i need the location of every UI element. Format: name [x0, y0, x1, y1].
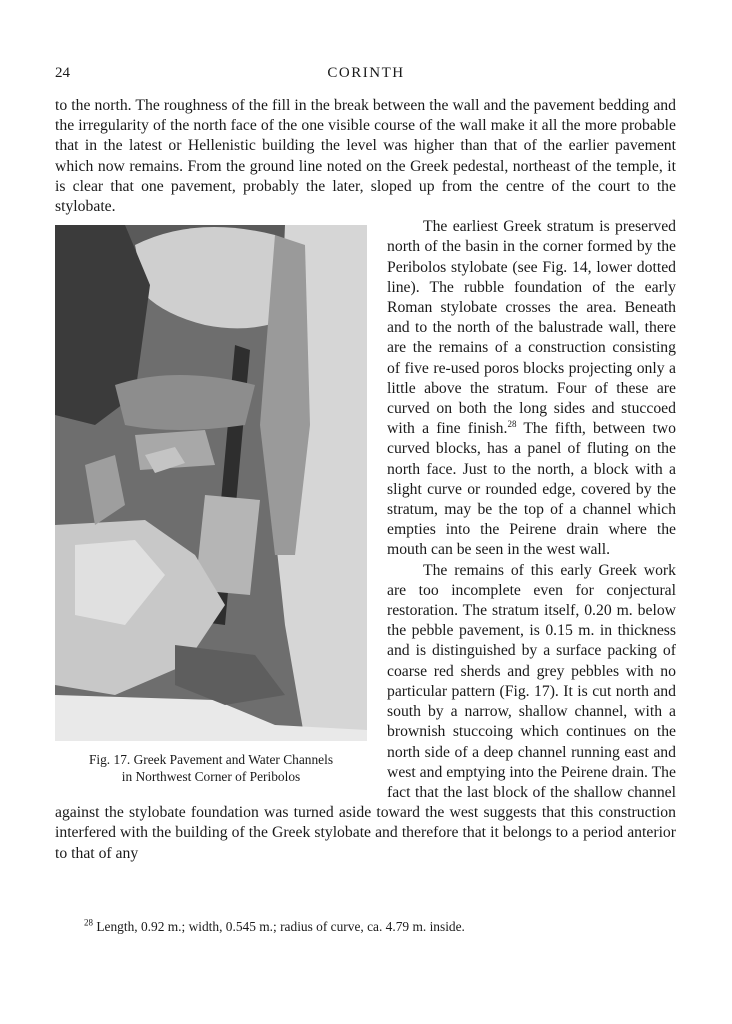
- footnote-number: 28: [84, 917, 93, 928]
- body-text: [55, 96, 676, 864]
- footnote-text: Length, 0.92 m.; width, 0.545 m.; radius of curve, ca. 4.79 m. inside.: [93, 919, 465, 934]
- paragraph-2-text-a: The earliest Greek stratum is preserved north of the basin in the corner formed by the Peribolos stylobate (see Fig. 14, lower dotted line). The rubble foundation of the early Roman stylobate crosses the area. Beneath and to the north of the balustrade wall, there are the remains of a construction consisting of five re-used poros blocks projecting only a little above the stratum. Four of these are curved on both the long sides and stuccoed with a fine finish.: [387, 218, 676, 438]
- excavation-photo: [55, 225, 367, 741]
- page-number: 24: [55, 65, 70, 81]
- paragraph-3: The remains of this early Greek work are too incomplete even for conjectural restoration. The stratum itself, 0.20 m. below the pebble pavement, is 0.15 m. in thickness and is distinguished by a surface packing of coarse red sherds and grey pebbles with no particular pattern (Fig. 17). It is cut north and south by a narrow, shallow channel, with a brownish stuccoing which continues on the north side of a deep channel running east and west and emptying into the Peirene drain. The fact that the last block of the shallow channel against the stylobate foundation was turned aside toward the west suggests that this construction interfered with the building of the Greek stylobate and therefore that it belongs to a period anterior to that of any: [55, 561, 676, 862]
- footnote: [84, 918, 684, 935]
- paragraph-1: to the north. The roughness of the fill in the break between the wall and the pavement bedding and the irregularity of the north face of the one visible course of the wall make it all the more probable that in the latest or Hellenistic building the level was higher than that of the earlier pavement which now remains. From the ground line noted on the Greek pedestal, northeast of the temple, it is clear that one pavement, probably the later, sloped up from the centre of the court to the stylobate.: [55, 97, 676, 216]
- caption-line-1: Fig. 17. Greek Pavement and Water Channels: [88, 752, 334, 768]
- excavation-photo-illustration: [55, 225, 367, 741]
- figure-caption: [55, 751, 367, 785]
- running-title: CORINTH: [327, 65, 405, 81]
- paragraph-2-text-b: The fifth, between two curved blocks, has a panel of fluting on the north face. Just to the north, a block with a slight curve or rounded edge, covered by the stratum, may be the top of a channel which empties into the Peirene drain where the mouth can be seen in the west wall.: [387, 420, 676, 559]
- footnote-reference: 28: [507, 419, 517, 430]
- figure-17: [55, 217, 371, 785]
- caption-line-2: in Northwest Corner of Peribolos: [121, 769, 301, 785]
